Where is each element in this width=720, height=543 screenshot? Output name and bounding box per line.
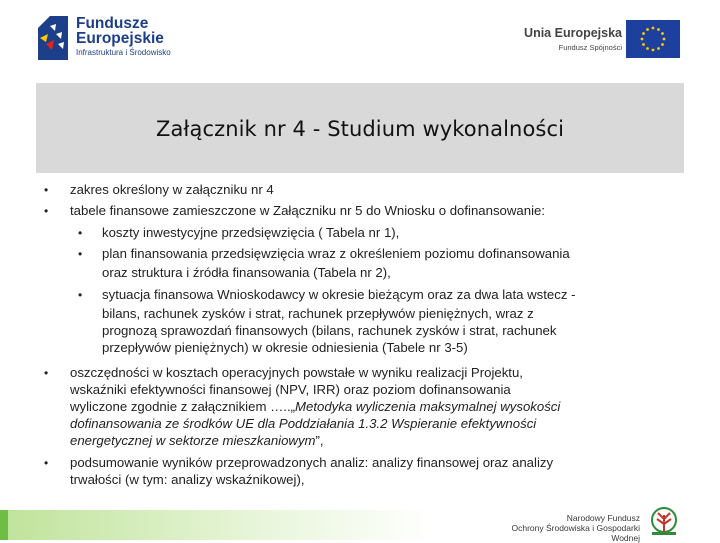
sub-bullet-text-3c: prognozą sprawozdań finansowych (bilans, rachunek zysków i strat, rachunek	[102, 323, 557, 338]
bullet-text-1: zakres określony w załączniku nr 4	[70, 182, 274, 197]
sub-bullet-text-2a: plan finansowania przedsięwzięcia wraz z określeniem poziomu dofinansowania	[102, 246, 570, 261]
bullet-text-3b: wskaźniki efektywności finansowej (NPV, IRR) oraz poziom dofinansowania	[70, 382, 511, 397]
bullet-text-3c-plain: wyliczone zgodnie z załącznikiem …..„	[70, 399, 296, 414]
unia-europejska-text	[524, 26, 622, 52]
bullet-text-3c	[70, 399, 560, 415]
footer-accent	[0, 510, 8, 540]
bullet-text-3c-italic: Metodyka wyliczenia maksymalnej wysokości	[295, 399, 561, 414]
fundusze-europejskie-logo	[36, 14, 196, 66]
unia-europejska-logo	[490, 20, 680, 60]
bullet-text-3e	[70, 433, 324, 449]
bullet-text-2: tabele finansowe zamieszczone w Załączniku nr 5 do Wniosku o dofinansowanie:	[70, 203, 546, 218]
nfosigw-tree-logo-icon	[644, 505, 684, 537]
sub-bullet-text-3b: bilans, rachunek zysków i strat, rachunek przepływów pieniężnych, wraz z	[102, 306, 534, 321]
sub-bullet-marker-2: •	[78, 247, 83, 261]
nfosigw-logo	[484, 505, 684, 543]
eu-title: Unia Europejska	[524, 26, 622, 40]
eu-subtitle: Fundusz Spójności	[558, 43, 622, 52]
bullet-text-3a: oszczędności w kosztach operacyjnych powstałe w wyniku realizacji Projektu,	[70, 365, 523, 380]
sub-bullet-text-3d: przepływów pieniężnych) w okresie odniesienia (Tabele nr 3-5)	[102, 340, 468, 355]
sub-bullet-text-3a: sytuacja finansowa Wnioskodawcy w okresie bieżącym oraz za dwa lata wstecz -	[102, 287, 576, 302]
nfosigw-line1: Narodowy Fundusz	[566, 513, 640, 523]
bullet-text-4a: podsumowanie wyników przeprowadzonych analiz: analizy finansowej oraz analizy	[70, 455, 554, 470]
title-band	[36, 83, 684, 173]
bullet-text-4b: trwałości (w tym: analizy wskaźnikowej),	[70, 472, 305, 487]
sub-bullet-marker-3: •	[78, 288, 83, 302]
bullet-marker-2: •	[44, 204, 49, 218]
nfosigw-line2: Ochrony Środowiska i Gospodarki Wodnej	[511, 523, 640, 543]
fe-title-line1: Fundusze	[76, 15, 149, 32]
slide-title: Załącznik nr 4 - Studium wykonalności	[155, 117, 565, 141]
sub-bullet-text-1: koszty inwestycyjne przedsięwzięcia ( Tabela nr 1),	[102, 225, 400, 240]
nfosigw-text	[484, 513, 640, 543]
sub-bullet-text-2b: oraz struktura i źródła finansowania (Tabela nr 2),	[102, 265, 391, 280]
bullet-marker-1: •	[44, 183, 49, 197]
bullet-marker-3: •	[44, 366, 49, 380]
eu-flag-icon	[626, 20, 680, 58]
bullet-marker-4: •	[44, 456, 49, 470]
fe-subtitle: Infrastruktura i Środowisko	[76, 48, 171, 57]
fundusze-europejskie-text	[76, 16, 171, 57]
bullet-text-3d: dofinansowania ze środków UE dla Poddziałania 1.3.2 Wspieranie efektywności	[70, 416, 537, 431]
bullet-text-3e-italic: energetycznej w sektorze mieszkaniowym	[70, 433, 316, 448]
fundusze-europejskie-logo-icon	[36, 14, 70, 62]
sub-bullet-marker-1: •	[78, 226, 83, 240]
bullet-text-3e-plain: ”,	[315, 433, 324, 448]
fe-title-line2: Europejskie	[76, 30, 164, 47]
